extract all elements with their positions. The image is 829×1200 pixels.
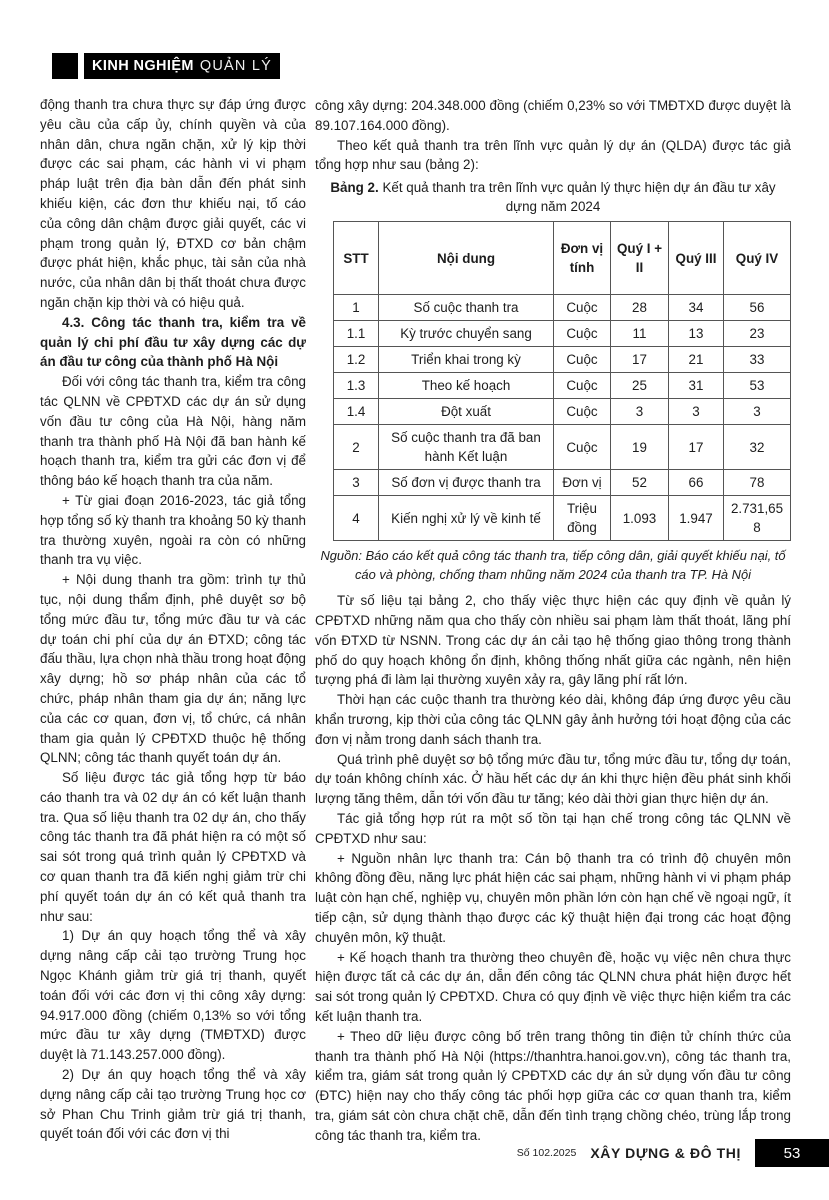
paragraph: + Nguồn nhân lực thanh tra: Cán bộ thanh tra có trình độ chuyên môn không đồng đều, năng lực phát hiện các sai phạm, những hành vi vi phạm pháp luật còn hạn chế, nghiệp vụ, chuyên môn phần lớn còn hạn chế về ngoại ngữ, ít tiếp cận, sử dụng thành thạo được các kỹ thuật hiện đại trong các hoạt động chuyên môn, kỹ thuật. (315, 850, 791, 945)
table-cell: 78 (724, 470, 791, 496)
table-row (334, 321, 791, 347)
table-cell: 34 (669, 295, 724, 321)
column-header: STT (334, 222, 379, 295)
paragraph: + Từ giai đoạn 2016-2023, tác giả tổng hợp tổng số kỳ thanh tra khoảng 50 kỳ thanh tra thường xuyên, ngoài ra còn có những thanh tra vụ việc. (40, 492, 306, 568)
paragraph: + Nội dung thanh tra gồm: trình tự thủ tục, nội dung thẩm định, phê duyệt sơ bộ tổng mức đầu tư, tổng mức đầu tư và các dự toán chi phí của dự án ĐTXD; công tác đấu thầu, lựa chọn nhà thầu trong hoạt động xây dựng; hồ sơ pháp nhân của các tổ chức, pháp nhân tham gia dự án; năng lực của các cơ quan, đơn vị, tổ chức, cá nhân tham gia quản lý CPĐTXD thuộc hệ thống QLNN; công tác thanh quyết toán dự án. (40, 572, 306, 766)
table-cell: 19 (611, 425, 669, 470)
table-cell: 17 (669, 425, 724, 470)
table-source-note: Nguồn: Báo cáo kết quả công tác thanh tra, tiếp công dân, giải quyết khiếu nại, tố cáo và phòng, chống tham nhũng năm 2024 của thanh tra TP. Hà Nội (320, 548, 786, 583)
table-row (334, 470, 791, 496)
section-heading: 4.3. Công tác thanh tra, kiểm tra về quản lý chi phí đầu tư xây dựng các dự án đầu tư công của thành phố Hà Nội (40, 314, 306, 370)
table-cell: Triệu đồng (554, 496, 611, 541)
table-cell: 52 (611, 470, 669, 496)
table-row (334, 373, 791, 399)
table-row (334, 347, 791, 373)
table-cell: 13 (669, 321, 724, 347)
paragraph: Số liệu được tác giả tổng hợp từ báo cáo thanh tra và 02 dự án có kết luận thanh tra. Qua số liệu thanh tra 02 dự án, cho thấy công tác thanh tra đã phát hiện ra có một số sai sót trong quá trình quản lý CPĐTXD và cơ quan thanh tra đã kiến nghị giảm trừ chi phí quyết toán dự án có kết quả thanh tra như sau: (40, 770, 306, 924)
page-footer (0, 1139, 829, 1167)
paragraph: Thời hạn các cuộc thanh tra thường kéo dài, không đáp ứng được yêu cầu khẩn trương, kịp thời của công tác QLNN gây ảnh hưởng tới hoạt động của các đơn vị nằm trong danh sách thanh tra. (315, 692, 791, 747)
column-header: Quý I + II (611, 222, 669, 295)
table-cell: Kỳ trước chuyển sang (379, 321, 554, 347)
table-cell: Số cuộc thanh tra đã ban hành Kết luận (379, 425, 554, 470)
column-header: Quý IV (724, 222, 791, 295)
table-cell: 66 (669, 470, 724, 496)
table-cell: Cuộc (554, 321, 611, 347)
table-header (334, 222, 791, 295)
left-column (40, 95, 306, 1144)
table-title-label: Bảng 2. (330, 180, 379, 196)
column-header: Nội dung (379, 222, 554, 295)
table-cell: Cuộc (554, 399, 611, 425)
column-header: Đơn vị tính (554, 222, 611, 295)
inspection-results-table (333, 221, 791, 541)
table-cell: 11 (611, 321, 669, 347)
masthead-square-mark (52, 53, 78, 79)
table-cell: 25 (611, 373, 669, 399)
table-cell: Cuộc (554, 425, 611, 470)
paragraph: Tác giả tổng hợp rút ra một số tồn tại hạn chế trong công tác QLNN về CPĐTXD như sau: (315, 810, 791, 846)
table-row (334, 399, 791, 425)
table-cell: 1.093 (611, 496, 669, 541)
paragraph: + Kế hoạch thanh tra thường theo chuyên đề, hoặc vụ việc nên chưa thực hiện được tất cả các dự án, dẫn đến công tác QLNN chưa phát hiện được hết sai sót trong quản lý CPĐTXD. Chưa có quy định về việc thực hiện kiểm tra các kết luận thanh tra. (315, 949, 791, 1024)
paragraph: + Theo dữ liệu được công bố trên trang thông tin điện tử chính thức của thanh tra thành phố Hà Nội (https://thanhtra.hanoi.gov.vn), công tác thanh tra, kiểm tra, giám sát trong quản lý CPĐTXD các dự án sử dụng vốn đầu tư công (ĐTC) hiện nay cho thấy công tác phối hợp giữa các cơ quan thanh tra, kiểm tra, giám sát còn chưa chặt chẽ, dẫn đến tình trạng chồng chéo, trùng lắp trong công tác thanh tra, kiểm tra. (315, 1028, 791, 1143)
table-row (334, 425, 791, 470)
table-cell: Số cuộc thanh tra (379, 295, 554, 321)
table-cell: Cuộc (554, 347, 611, 373)
table-cell: 1.4 (334, 399, 379, 425)
paragraph: Theo kết quả thanh tra trên lĩnh vực quản lý dự án (QLDA) được tác giả tổng hợp như sau (bảng 2): (315, 137, 791, 173)
table-cell: 3 (611, 399, 669, 425)
table-row (334, 496, 791, 541)
paragraph: 2) Dự án quy hoạch tổng thể và xây dựng nâng cấp cải tạo trường Trung học cơ sở Phan Chu Trinh giảm trừ giá trị thanh, quyết toán đối với các đơn vị thi (40, 1067, 306, 1142)
table-cell: 2 (334, 425, 379, 470)
paragraph: Đối với công tác thanh tra, kiểm tra công tác QLNN về CPĐTXD các dự án sử dụng vốn đầu tư công của Hà Nội, hàng năm thanh tra thành phố Hà Nội đã ban hành kế hoạch thanh tra, kiểm tra gửi các đơn vị để thông báo kế hoạch thanh tra của năm. (40, 374, 306, 489)
masthead (52, 53, 280, 79)
table-cell: 33 (724, 347, 791, 373)
table-cell: 3 (669, 399, 724, 425)
table-cell: 4 (334, 496, 379, 541)
table-cell: 1.1 (334, 321, 379, 347)
table-cell: 3 (334, 470, 379, 496)
table-cell: 23 (724, 321, 791, 347)
section-banner (84, 53, 280, 79)
column-header: Quý III (669, 222, 724, 295)
table-cell: 17 (611, 347, 669, 373)
table-cell: Theo kế hoạch (379, 373, 554, 399)
paragraph: 1) Dự án quy hoạch tổng thể và xây dựng nâng cấp cải tạo trường Trung học Ngọc Khánh giảm trừ giá trị thanh, quyết toán đối với các đơn vị thi công xây dựng: 94.917.000 đồng (chiếm 0,13% so với tổng mức đầu tư xây dựng (TMĐTXD) được duyệt là 71.143.257.000 đồng). (40, 928, 306, 1063)
table-cell: Triển khai trong kỳ (379, 347, 554, 373)
table-cell: 1.3 (334, 373, 379, 399)
table-cell: 32 (724, 425, 791, 470)
page-number-box (755, 1139, 829, 1167)
table-cell: Đơn vị (554, 470, 611, 496)
journal-title: XÂY DỰNG & ĐÔ THỊ (590, 1145, 741, 1161)
table-cell: 1 (334, 295, 379, 321)
table-cell: 56 (724, 295, 791, 321)
table-cell: 28 (611, 295, 669, 321)
table-row (334, 295, 791, 321)
table-cell: 3 (724, 399, 791, 425)
table-cell: Đột xuất (379, 399, 554, 425)
table-title-caption: Kết quả thanh tra trên lĩnh vực quản lý thực hiện dự án đầu tư xây dựng năm 2024 (378, 180, 776, 215)
table-cell: 1.2 (334, 347, 379, 373)
table-cell: 1.947 (669, 496, 724, 541)
issue-label: Số 102.2025 (516, 1147, 577, 1159)
right-column (315, 96, 791, 1146)
table-cell: Cuộc (554, 373, 611, 399)
table-title (315, 178, 791, 216)
table-cell: Kiến nghị xử lý về kinh tế (379, 496, 554, 541)
paragraph: công xây dựng: 204.348.000 đồng (chiếm 0,23% so với TMĐTXD được duyệt là 89.107.164.000 đồng). (315, 98, 791, 133)
table-cell: 21 (669, 347, 724, 373)
table-body (334, 295, 791, 541)
table-cell: 53 (724, 373, 791, 399)
page-number: 53 (783, 1144, 801, 1162)
table-cell: 31 (669, 373, 724, 399)
table-cell: Số đơn vị được thanh tra (379, 470, 554, 496)
paragraph: động thanh tra chưa thực sự đáp ứng được yêu cầu của cấp ủy, chính quyền và của nhân dân, chưa ngăn chặn, xử lý kịp thời được các sai phạm, các hành vi vi phạm pháp luật trên địa bàn dẫn đến phát sinh khiếu kiện, các đơn thư khiếu nại, tố cáo của công dân chậm được giải quyết, các vi phạm trong quản lý, ĐTXD cơ bản chậm được phát hiện, khắc phục, tài sản của nhà nước, của nhân dân bị thất thoát chưa được ngăn chặn kịp thời và có hiệu quả. (40, 97, 306, 310)
table-cell: Cuộc (554, 295, 611, 321)
section-label-light: QUẢN LÝ (199, 58, 272, 74)
paragraph: Quá trình phê duyệt sơ bộ tổng mức đầu tư, tổng mức đầu tư, tổng dự toán, dự toán không chính xác. Ở hầu hết các dự án khi thực hiện đều phát sinh khối lượng tăng thêm, dẫn tới vốn đầu tư tăng; kéo dài thời gian thực hiện dự án. (315, 751, 791, 807)
paragraph: Từ số liệu tại bảng 2, cho thấy việc thực hiện các quy định về quản lý CPĐTXD những năm qua cho thấy còn nhiều sai phạm làm thất thoát, lãng phí vốn ĐTXD từ NSNN. Trong các dự án cải tạo hệ thống giao thông trong thành phố do quy hoạch không ổn định, không thống nhất giữa các ngành, nên hiện tượng phá đi làm lại thường xuyên xảy ra, gây lãng phí rất lớn. (315, 593, 791, 688)
table-cell: 2.731,658 (724, 496, 791, 541)
section-label-bold: KINH NGHIỆM (92, 58, 194, 74)
